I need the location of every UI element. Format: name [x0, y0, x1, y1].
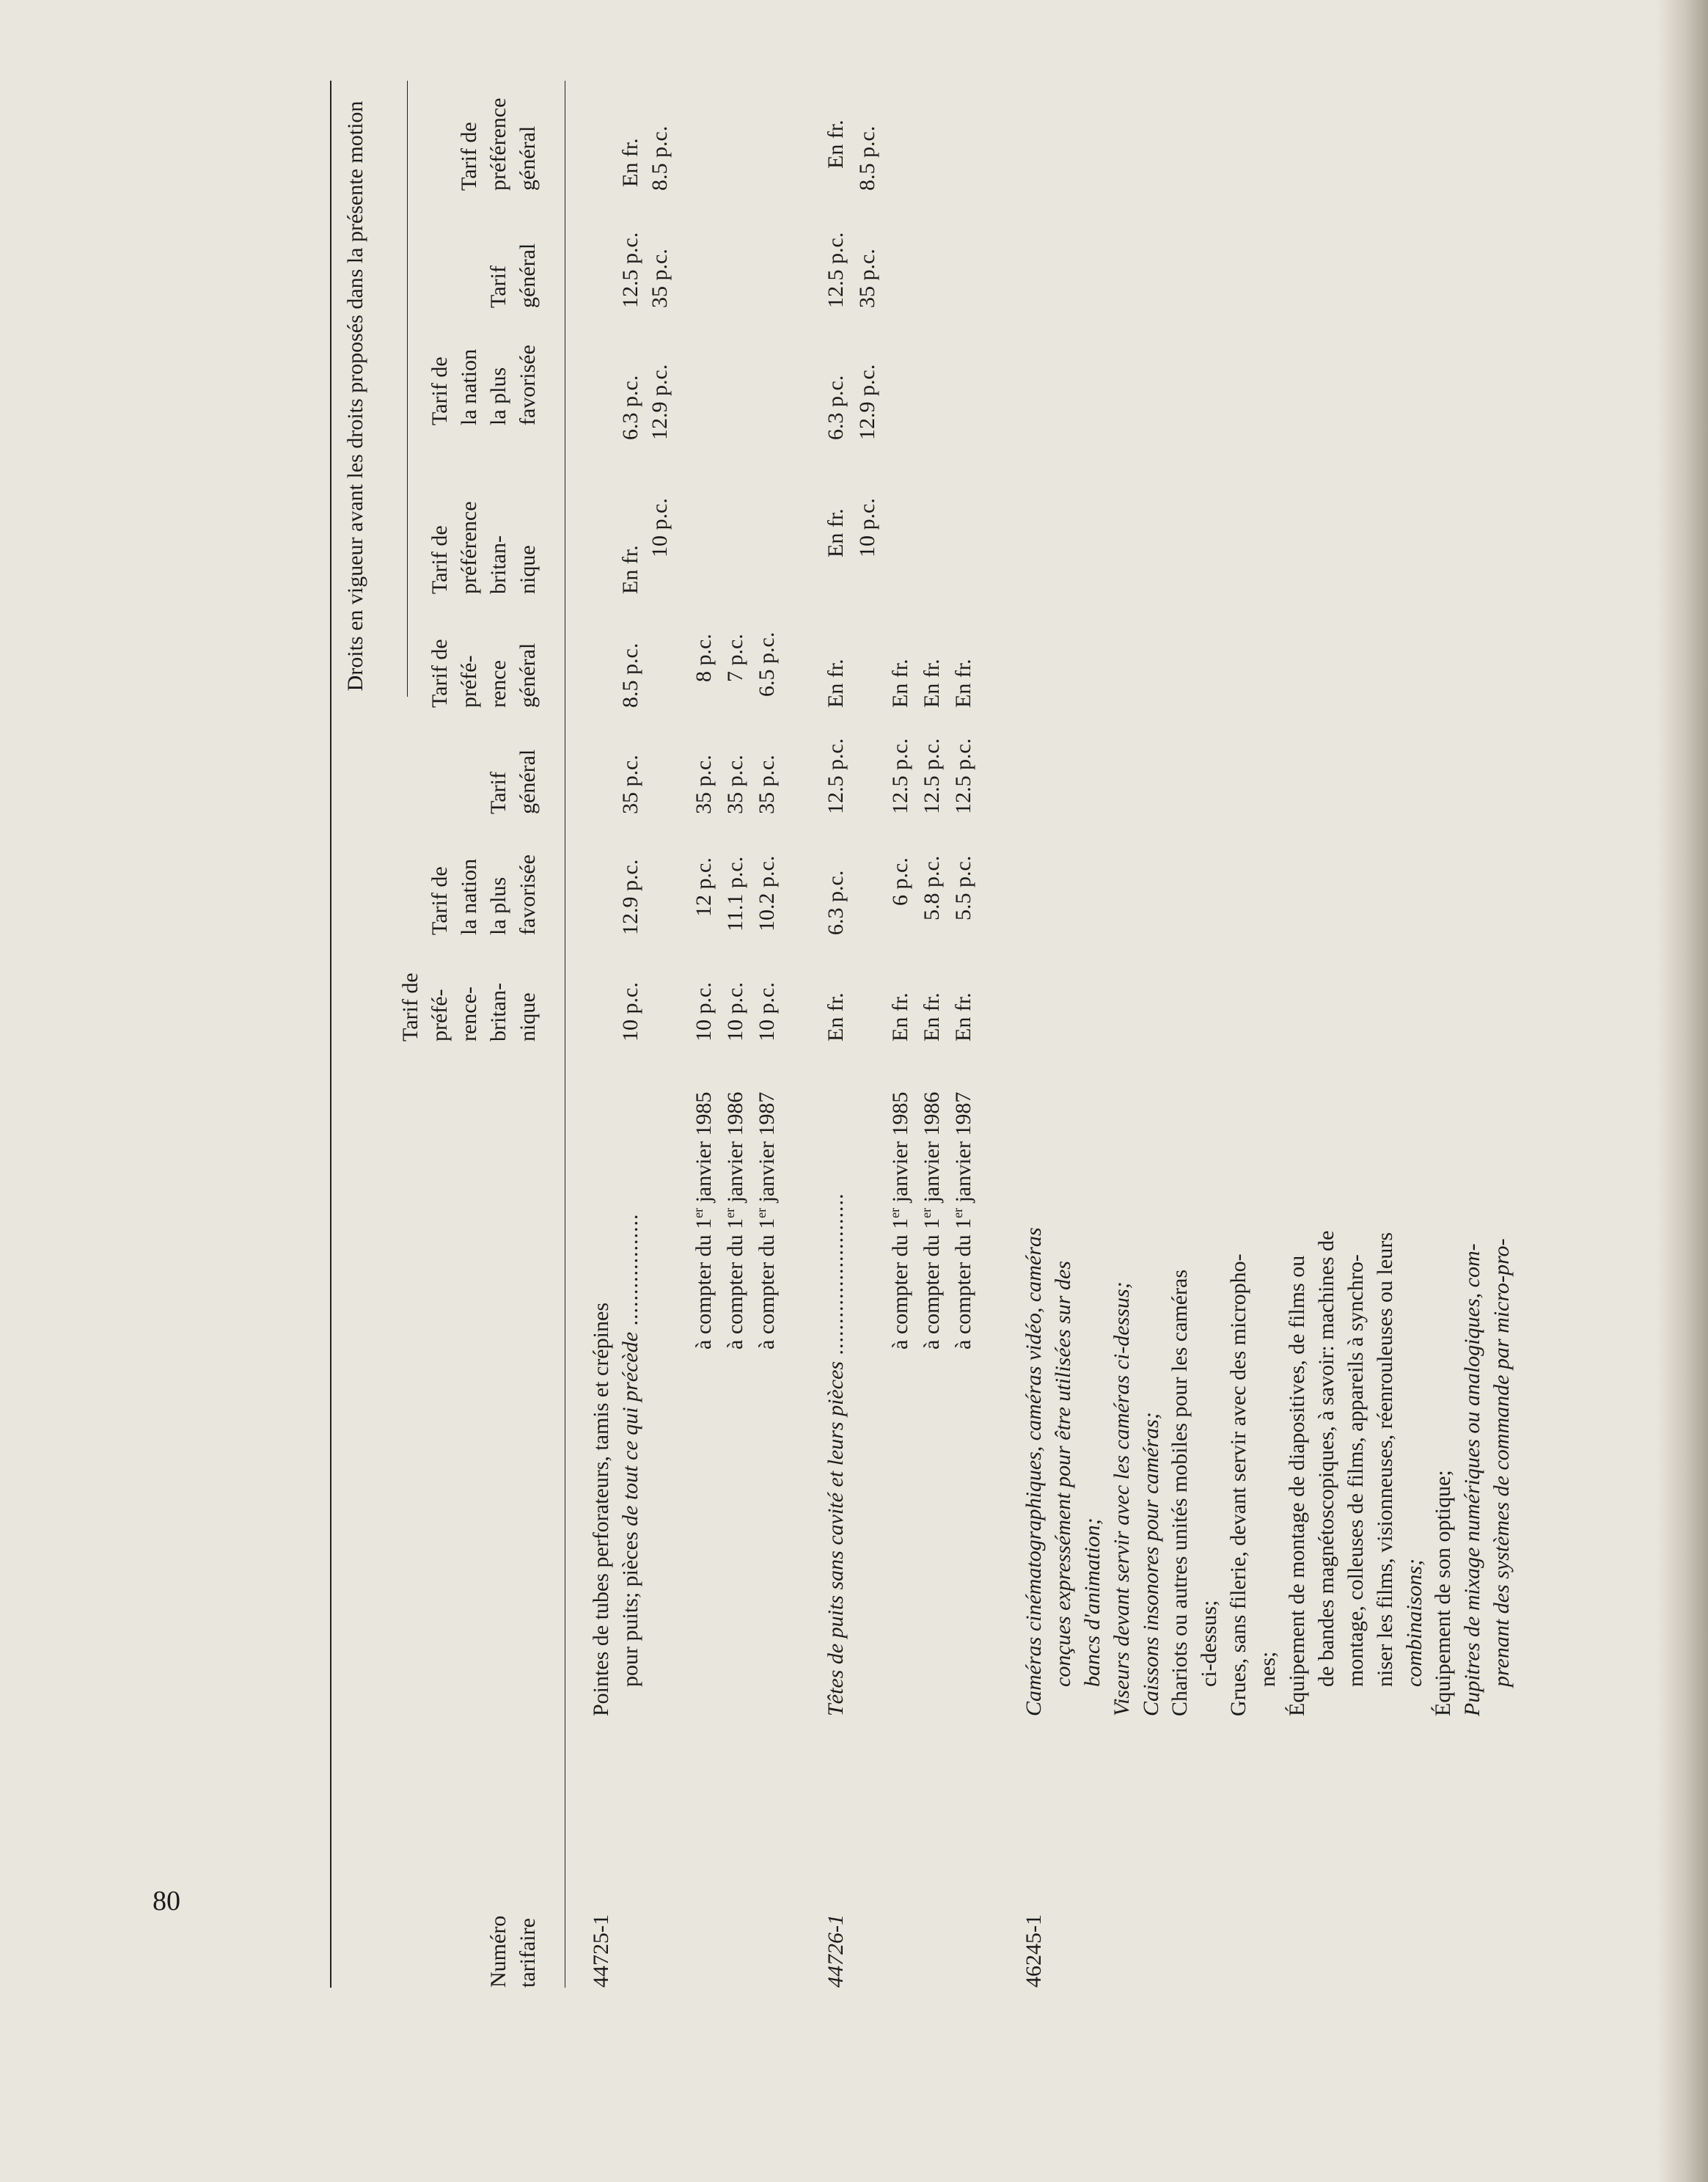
desc-line: Équipement de son optique; — [1431, 1470, 1456, 1716]
val-col2: 12.9 p.c. — [618, 859, 642, 935]
header-col7 — [484, 244, 543, 308]
val-col1: En fr. — [824, 992, 848, 1041]
staging-text: janvier 1986 — [920, 1091, 944, 1208]
header-line: Tarif de — [428, 639, 452, 708]
group-header-rule — [407, 81, 408, 697]
desc-text-italic: Caméras cinématographiques, caméras vidéo, caméras — [1022, 1227, 1046, 1716]
staging-v1: 10 p.c. — [692, 982, 716, 1041]
desc-line: Chariots ou autres unités mobiles pour les caméras — [1168, 1269, 1192, 1716]
val-col7: 12.5 p.c. — [824, 232, 848, 308]
staging-v1: 10 p.c. — [723, 982, 747, 1041]
desc-line: Équipement de montage de diapositives, de films ou — [1285, 1255, 1310, 1716]
staging-text: à compter du 1 — [920, 1218, 944, 1350]
header-col4 — [425, 639, 543, 708]
header-line: Tarif de — [398, 973, 422, 1041]
header-line: Tarif de — [457, 122, 481, 191]
header-line: général — [515, 642, 540, 708]
val-col7b: 35 p.c. — [855, 249, 879, 308]
header-col8 — [455, 98, 543, 191]
desc-line: Grues, sans filerie, devant servir avec des micropho- — [1226, 1253, 1251, 1716]
tariff-number — [821, 1914, 851, 1988]
header-line: rence- — [456, 986, 481, 1041]
header-line: la nation — [456, 858, 481, 935]
header-line: la plus — [485, 367, 510, 425]
staging-v4: 6.5 p.c. — [755, 631, 779, 697]
val-col5b: 10 p.c. — [648, 498, 672, 557]
staging-v3: 35 p.c. — [723, 755, 747, 814]
val-col6b: 12.9 p.c. — [648, 364, 672, 440]
header-line: Tarif de — [428, 356, 452, 425]
val-col6: 6.3 p.c. — [824, 375, 848, 440]
staging-v2: 12 p.c. — [692, 857, 716, 917]
desc-line — [1107, 1056, 1137, 1716]
staging-label — [949, 1092, 978, 1350]
table-top-rule — [330, 81, 331, 1988]
staging-text: à compter du 1 — [951, 1218, 975, 1350]
desc-line: niser les films, visionneuses, réenrouleuses ou leurs — [1372, 1232, 1397, 1687]
val-col3: 35 p.c. — [618, 755, 642, 814]
desc-text-italic: Têtes de puits sans cavité et leurs pièces — [824, 1361, 848, 1716]
staging-v3: 12.5 p.c. — [920, 738, 944, 814]
staging-text: janvier 1987 — [755, 1091, 779, 1208]
staging-v1: En fr. — [920, 992, 944, 1041]
staging-text: janvier 1985 — [692, 1091, 716, 1208]
staging-v1: En fr. — [888, 992, 912, 1041]
val-col7: 12.5 p.c. — [618, 232, 642, 308]
row-description — [821, 1056, 851, 1716]
staging-v2: 6 p.c. — [888, 857, 912, 906]
header-line: rence — [485, 660, 510, 708]
val-col5: En fr. — [618, 545, 642, 594]
staging-text: à compter du 1 — [755, 1218, 779, 1350]
desc-text-italic: Caissons insonores pour caméras; — [1138, 1412, 1163, 1716]
val-col7b: 35 p.c. — [648, 249, 672, 308]
desc-line — [616, 1056, 645, 1716]
header-line: général — [515, 749, 540, 814]
header-col3 — [484, 750, 543, 814]
dot-leader: .................. — [617, 1213, 642, 1332]
staging-text: à compter du 1 — [888, 1218, 912, 1350]
header-col6 — [425, 345, 543, 425]
row-description — [1019, 1056, 1517, 1716]
desc-line — [1019, 1056, 1049, 1716]
desc-line — [1049, 1056, 1078, 1716]
staging-v4: En fr. — [920, 659, 944, 708]
desc-line: Pointes de tubes perforateurs, tamis et crépines — [589, 1303, 613, 1716]
header-line: préfé- — [456, 655, 481, 708]
header-line: général — [515, 243, 540, 308]
staging-v3: 35 p.c. — [755, 755, 779, 814]
desc-text-italic: de tout ce qui précède — [617, 1331, 642, 1526]
staging-v2: 5.8 p.c. — [920, 855, 944, 920]
header-col2 — [425, 854, 543, 935]
staging-v3: 12.5 p.c. — [888, 738, 912, 814]
desc-text-italic: conçues expressément pour être utilisées sur des — [1050, 1261, 1075, 1687]
desc-line: ci-dessus; — [1197, 1600, 1222, 1687]
val-col8b: 8.5 p.c. — [648, 125, 672, 191]
staging-text: à compter du 1 — [692, 1218, 716, 1350]
header-line: préfé- — [427, 989, 452, 1041]
header-line: britan- — [485, 535, 510, 594]
header-line: Tarif de — [428, 525, 452, 594]
header-line: préférence — [456, 501, 481, 594]
staging-v3: 35 p.c. — [692, 755, 716, 814]
header-line: favorisée — [515, 345, 540, 425]
staging-v2: 5.5 p.c. — [951, 855, 975, 920]
staging-v2: 11.1 p.c. — [723, 856, 747, 931]
val-col8b: 8.5 p.c. — [855, 125, 879, 191]
val-col5: En fr. — [824, 508, 848, 557]
staging-v3: 12.5 p.c. — [951, 738, 975, 814]
desc-line — [1458, 1056, 1487, 1716]
desc-text-italic: Pupitres de mixage numériques ou analogiques, com- — [1460, 1243, 1485, 1716]
row-description — [587, 1056, 645, 1716]
desc-line — [1400, 1056, 1429, 1716]
staging-sup: er — [950, 1207, 965, 1218]
desc-text-italic: bancs d'animation; — [1080, 1517, 1104, 1687]
staging-v2: 10.2 p.c. — [755, 855, 779, 931]
header-line: nique — [515, 545, 540, 594]
header-line: britan- — [485, 983, 510, 1041]
val-col6: 6.3 p.c. — [618, 375, 642, 440]
staging-sup: er — [919, 1207, 934, 1218]
page-number: 80 — [153, 1886, 180, 1916]
staging-label — [689, 1092, 719, 1350]
header-line: préférence — [485, 98, 510, 191]
desc-text: pour puits; pièces — [617, 1526, 642, 1687]
desc-text-italic: Viseurs devant servir avec les caméras ci-dessus; — [1109, 1281, 1134, 1716]
staging-text: janvier 1986 — [723, 1091, 747, 1208]
staging-v4: En fr. — [888, 659, 912, 708]
header-line: Tarif — [486, 266, 510, 308]
desc-line: de bandes magnétoscopiques, à savoir: machines de — [1313, 1230, 1338, 1687]
staging-sup: er — [887, 1207, 902, 1218]
val-col5b: 10 p.c. — [855, 498, 879, 557]
staging-text: janvier 1987 — [951, 1091, 975, 1208]
staging-text: à compter du 1 — [723, 1218, 747, 1350]
header-line: nique — [515, 992, 540, 1041]
tariff-text: 44726-1 — [824, 1914, 848, 1988]
tariff-number: 46245-1 — [1022, 1914, 1046, 1988]
rotated-tariff-table — [110, 81, 1518, 1988]
desc-line — [1078, 1056, 1107, 1716]
header-tariff-number — [484, 1916, 543, 1988]
val-col1: 10 p.c. — [618, 982, 642, 1041]
scan-page-edge-shadow — [1657, 0, 1708, 2182]
header-line: la nation — [456, 348, 481, 425]
val-col8: En fr. — [824, 120, 848, 169]
staging-v1: En fr. — [951, 992, 975, 1041]
desc-line — [1487, 1056, 1517, 1716]
val-col4: 8.5 p.c. — [618, 642, 642, 708]
staging-sup: er — [754, 1207, 769, 1218]
desc-text-italic: combinaisons; — [1401, 1559, 1426, 1687]
header-col1 — [396, 973, 542, 1041]
header-line: tarifaire — [515, 1918, 540, 1988]
group-header: Droits en vigueur avant les droits proposés dans la présente motion — [343, 100, 367, 692]
val-col3: 12.5 p.c. — [824, 738, 848, 814]
staging-sup: er — [722, 1207, 737, 1218]
staging-label — [721, 1092, 750, 1350]
val-col6b: 12.9 p.c. — [855, 364, 879, 440]
staging-v1: 10 p.c. — [755, 982, 779, 1041]
staging-label — [752, 1092, 782, 1350]
header-line: la plus — [485, 876, 510, 935]
header-line: Numéro — [486, 1915, 510, 1988]
staging-sup: er — [691, 1207, 705, 1218]
header-line: Tarif — [486, 772, 510, 814]
staging-text: janvier 1985 — [888, 1091, 912, 1208]
staging-label — [886, 1092, 915, 1350]
staging-label — [917, 1092, 947, 1350]
tariff-number: 44725-1 — [589, 1914, 613, 1988]
dot-leader: .......................... — [824, 1193, 848, 1361]
val-col2: 6.3 p.c. — [824, 870, 848, 935]
header-line: général — [515, 125, 540, 191]
desc-line — [1137, 1056, 1166, 1716]
val-col4: En fr. — [824, 659, 848, 708]
val-col8: En fr. — [618, 138, 642, 187]
header-col5 — [425, 501, 543, 594]
desc-text-italic: prenant des systèmes de commande par micro-pro- — [1489, 1238, 1514, 1687]
header-line: favorisée — [515, 854, 540, 935]
staging-v4: 7 p.c. — [723, 634, 747, 682]
desc-line: montage, colleuses de films, appareils à synchro- — [1343, 1254, 1368, 1687]
staging-v4: En fr. — [951, 659, 975, 708]
staging-v4: 8 p.c. — [692, 634, 716, 682]
desc-line: nes; — [1256, 1651, 1280, 1687]
header-line: Tarif de — [428, 866, 452, 935]
